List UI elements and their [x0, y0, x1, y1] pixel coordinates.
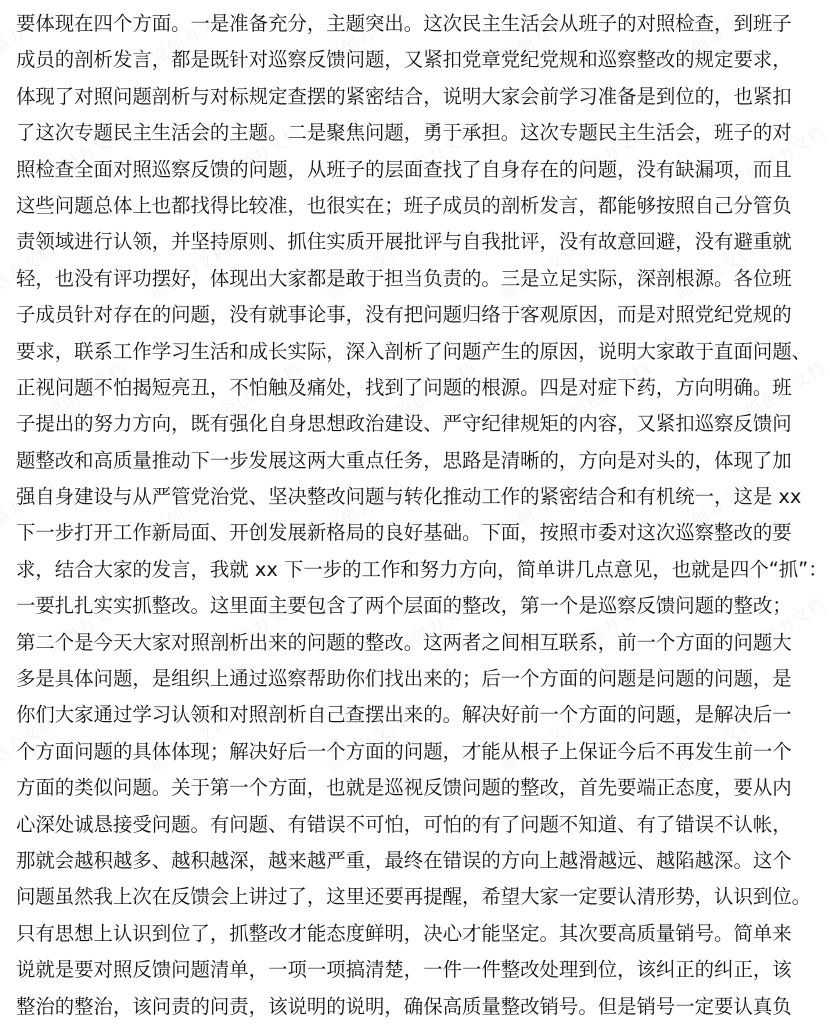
document-line — [16, 625, 792, 661]
document-line-text: 方面的类似问题。关于第一个方面，也就是巡视反馈问题的整改，首先要端正态度，要从内 — [16, 776, 792, 800]
document-line — [16, 297, 792, 333]
document-line — [16, 552, 828, 588]
document-line — [16, 334, 812, 370]
document-line — [16, 6, 792, 42]
document-line-text: 体现了对照问题剖析与对标规定查摆的紧密结合，说明大家会前学习准备是到位的，也紧扣 — [16, 84, 792, 108]
document-line — [16, 406, 792, 442]
document-line-text: 强自身建设与从严管党治党、坚决整改问题与转化推动工作的紧密结合和有机统一，这是 xx — [16, 485, 802, 509]
document-line — [16, 588, 792, 624]
document-line-text: 个方面问题的具体体现；解决好后一个方面的问题，才能从根子上保证今后不再发生前一个 — [16, 739, 792, 763]
document-line — [16, 224, 792, 260]
document-line — [16, 479, 802, 515]
document-line-text: 子提出的努力方向，既有强化自身思想政治建设、严守纪律规矩的内容，又紧扣巡察反馈问 — [16, 412, 792, 436]
document-line-text: 下一步打开工作新局面、开创发展新格局的良好基础。下面，按照市委对这次巡察整改的要 — [16, 521, 792, 545]
document-line-text: 第二个是今天大家对照剖析出来的问题的整改。这两者之间相互联系，前一个方面的问题大 — [16, 630, 792, 654]
document-line — [16, 79, 792, 115]
document-line-text: 整治的整治，该问责的问责，该说明的说明，确保高质量整改销号。但是销号一定要认真负 — [16, 994, 792, 1018]
document-line — [16, 115, 792, 151]
document-line-text: 照检查全面对照巡察反馈的问题，从班子的层面查找了自身存在的问题，没有缺漏项，而且 — [16, 157, 792, 181]
document-line — [16, 443, 792, 479]
document-line — [16, 916, 792, 952]
document-line-text: 你们大家通过学习认领和对照剖析自己查摆出来的。解决好前一个方面的问题，是解决后一 — [16, 703, 792, 727]
document-line-text: 责领域进行认领，并坚持原则、抓住实质开展批评与自我批评，没有故意回避，没有避重就 — [16, 230, 792, 254]
document-line — [16, 734, 792, 770]
document-line-text: 求，结合大家的发言，我就 xx 下一步的工作和努力方向，简单讲几点意见，也就是四个“抓”： — [16, 557, 828, 581]
document-line — [16, 770, 792, 806]
document-line-text: 要求，联系工作学习生活和成长实际，深入剖析了问题产生的原因，说明大家敢于直面问题、 — [16, 339, 812, 363]
document-line-text: 心深处诚恳接受问题。有问题、有错误不可怕，可怕的有了问题不知道、有了错误不认帐， — [16, 812, 792, 836]
document-line — [16, 370, 792, 406]
document-line — [16, 261, 792, 297]
document-line — [16, 188, 792, 224]
document-line — [16, 515, 792, 551]
document-line-text: 轻，也没有评功摆好，体现出大家都是敢于担当负责的。三是立足实际，深剖根源。各位班 — [16, 266, 792, 290]
document-line-text: 那就会越积越多、越积越深，越来越严重，最终在错误的方向上越滑越远、越陷越深。这个 — [16, 848, 792, 872]
document-line-text: 只有思想上认识到位了，抓整改才能态度鲜明，决心才能坚定。其次要高质量销号。简单来 — [16, 921, 792, 945]
document-line-text: 一要扎扎实实抓整改。这里面主要包含了两个层面的整改，第一个是巡察反馈问题的整改； — [16, 594, 792, 618]
document-line — [16, 661, 792, 697]
document-line-text: 多是具体问题，是组织上通过巡察帮助你们找出来的；后一个方面的问题是问题的问题，是 — [16, 667, 792, 691]
document-line-text: 了这次专题民主生活会的主题。二是聚焦问题，勇于承担。这次专题民主生活会，班子的对 — [16, 121, 792, 145]
document-line-text: 说就是要对照反馈问题清单，一项一项搞清楚，一件一件整改处理到位，该纠正的纠正，该 — [16, 958, 792, 982]
document-line — [16, 989, 792, 1018]
document-line — [16, 952, 792, 988]
document-line-text: 成员的剖析发言，都是既针对巡察反馈问题，又紧扣党章党纪党规和巡察整改的规定要求， — [16, 48, 792, 72]
document-line — [16, 697, 792, 733]
document-line — [16, 843, 792, 879]
document-line — [16, 152, 792, 188]
document-line — [16, 807, 792, 843]
document-line-text: 子成员针对存在的问题，没有就事论事，没有把问题归络于客观原因，而是对照党纪党规的 — [16, 303, 792, 327]
document-line-text: 问题虽然我上次在反馈会上讲过了，这里还要再提醒，希望大家一定要认清形势，认识到位。 — [16, 885, 812, 909]
document-line — [16, 879, 812, 915]
document-line-text: 要体现在四个方面。一是准备充分，主题突出。这次民主生活会从班子的对照检查，到班子 — [16, 12, 792, 35]
document-line-text: 正视问题不怕揭短亮丑，不怕触及痛处，找到了问题的根源。四是对症下药，方向明确。班 — [16, 375, 792, 399]
document-line-text: 这些问题总体上也都找得比较准，也很实在；班子成员的剖析发言，都能够按照自己分管负 — [16, 193, 792, 217]
document-line — [16, 42, 792, 78]
document-line-text: 题整改和高质量推动下一步发展这两大重点任务，思路是清晰的，方向是对头的，体现了加 — [16, 448, 792, 472]
